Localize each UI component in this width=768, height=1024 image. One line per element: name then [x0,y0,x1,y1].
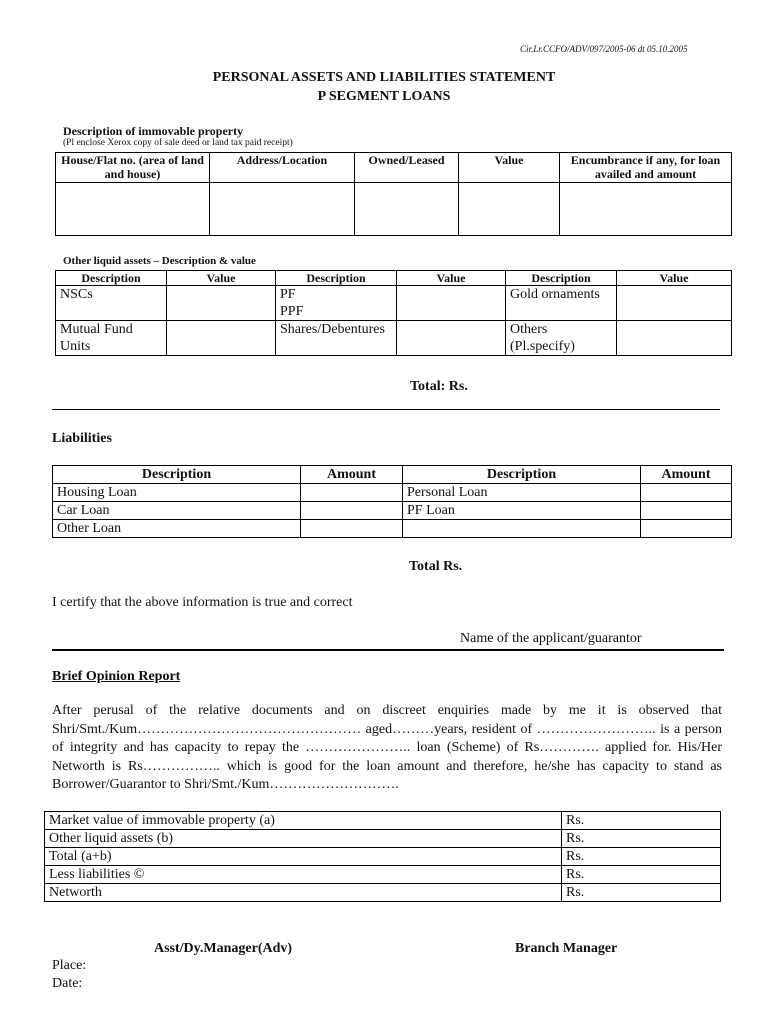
column-header: Description [506,271,617,286]
table-row [45,830,721,848]
table-header-row [56,153,732,183]
description-cell: PF PPF [276,286,397,321]
amount-cell[interactable] [301,502,403,520]
amount-cell[interactable]: Rs. [562,812,721,830]
table-row [45,884,721,902]
value-cell[interactable] [167,286,276,321]
asst-manager-signature-label: Asst/Dy.Manager(Adv) [154,941,293,956]
table-row [56,183,732,236]
column-header: Amount [641,466,732,484]
column-header: Address/Location [210,153,355,183]
column-header: Description [56,271,167,286]
liquid-assets-table [55,270,732,356]
address-cell[interactable] [210,183,355,236]
applicant-name-label: Name of the applicant/guarantor [460,631,642,646]
amount-cell[interactable]: Rs. [562,830,721,848]
table-header-row [56,271,732,286]
column-header: Description [276,271,397,286]
opinion-report-heading: Brief Opinion Report [52,669,181,684]
liabilities-total-label: Total Rs. [409,559,463,574]
encumbrance-cell[interactable] [560,183,732,236]
column-header: Value [167,271,276,286]
amount-cell[interactable] [301,520,403,538]
description-cell: Other Loan [53,520,301,538]
certification-text: I certify that the above information is true and correct [52,595,353,610]
value-cell[interactable] [397,286,506,321]
value-cell[interactable] [617,321,732,356]
item-label: Other liquid assets (b) [45,830,562,848]
table-row [56,321,732,356]
separator-line [52,409,720,410]
column-header: Owned/Leased [355,153,459,183]
liquid-assets-heading: Other liquid assets – Description & value [63,255,256,267]
liabilities-heading: Liabilities [52,431,112,446]
column-header: Encumbrance if any, for loan availed and amount [560,153,732,183]
item-label: Less liabilities © [45,866,562,884]
description-cell: Car Loan [53,502,301,520]
opinion-paragraph: After perusal of the relative documents and on discreet enquiries made by me it is observed that Shri/Smt./Kum………………………………………… aged………years, resident of …………………….. is a person of integrity and has capacity to repay the ………………….. loan (Scheme) of Rs…………. applied for. His/Her Networth is Rs…………….. which is good for the loan amount and therefore, he/she has capacity to stand as Borrower/Guarantor to Shri/Smt./Kum………………………. [52,703,722,792]
date-label: Date: [52,976,83,991]
value-cell[interactable] [397,321,506,356]
description-cell: Gold ornaments [506,286,617,321]
assets-total-label: Total: Rs. [410,379,468,394]
column-header: Description [53,466,301,484]
description-cell: Others (Pl.specify) [506,321,617,356]
description-cell[interactable] [403,520,641,538]
amount-cell[interactable] [641,502,732,520]
table-row [53,520,732,538]
description-cell: Housing Loan [53,484,301,502]
description-cell: NSCs [56,286,167,321]
immovable-heading: Description of immovable property [63,124,244,138]
description-cell: PF Loan [403,502,641,520]
table-row [53,502,732,520]
description-cell: Shares/Debentures [276,321,397,356]
column-header: House/Flat no. (area of land and house) [56,153,210,183]
description-cell: Personal Loan [403,484,641,502]
column-header: Description [403,466,641,484]
networth-table [44,811,721,902]
amount-cell[interactable]: Rs. [562,848,721,866]
circular-reference: Cir.Lr.CCFO/ADV/097/2005-06 dt 05.10.2005 [520,44,688,54]
table-row [45,848,721,866]
description-cell: Mutual Fund Units [56,321,167,356]
branch-manager-signature-label: Branch Manager [515,941,618,956]
form-subtitle: P SEGMENT LOANS [317,89,451,104]
amount-cell[interactable] [641,520,732,538]
value-cell[interactable] [167,321,276,356]
item-label: Total (a+b) [45,848,562,866]
column-header: Value [397,271,506,286]
item-label: Networth [45,884,562,902]
place-label: Place: [52,958,87,973]
column-header: Value [617,271,732,286]
item-label: Market value of immovable property (a) [45,812,562,830]
amount-cell[interactable] [301,484,403,502]
form-title: PERSONAL ASSETS AND LIABILITIES STATEMENT [212,70,556,85]
liabilities-table [52,465,732,538]
amount-cell[interactable]: Rs. [562,884,721,902]
immovable-note: (Pl enclose Xerox copy of sale deed or land tax paid receipt) [63,138,293,148]
amount-cell[interactable]: Rs. [562,866,721,884]
value-cell[interactable] [617,286,732,321]
table-row [45,812,721,830]
house-flat-cell[interactable] [56,183,210,236]
table-row [56,286,732,321]
table-row [45,866,721,884]
table-row [53,484,732,502]
value-cell[interactable] [459,183,560,236]
table-header-row [53,466,732,484]
owned-leased-cell[interactable] [355,183,459,236]
immovable-property-table [55,152,732,236]
column-header: Amount [301,466,403,484]
amount-cell[interactable] [641,484,732,502]
column-header: Value [459,153,560,183]
separator-line [52,649,724,651]
